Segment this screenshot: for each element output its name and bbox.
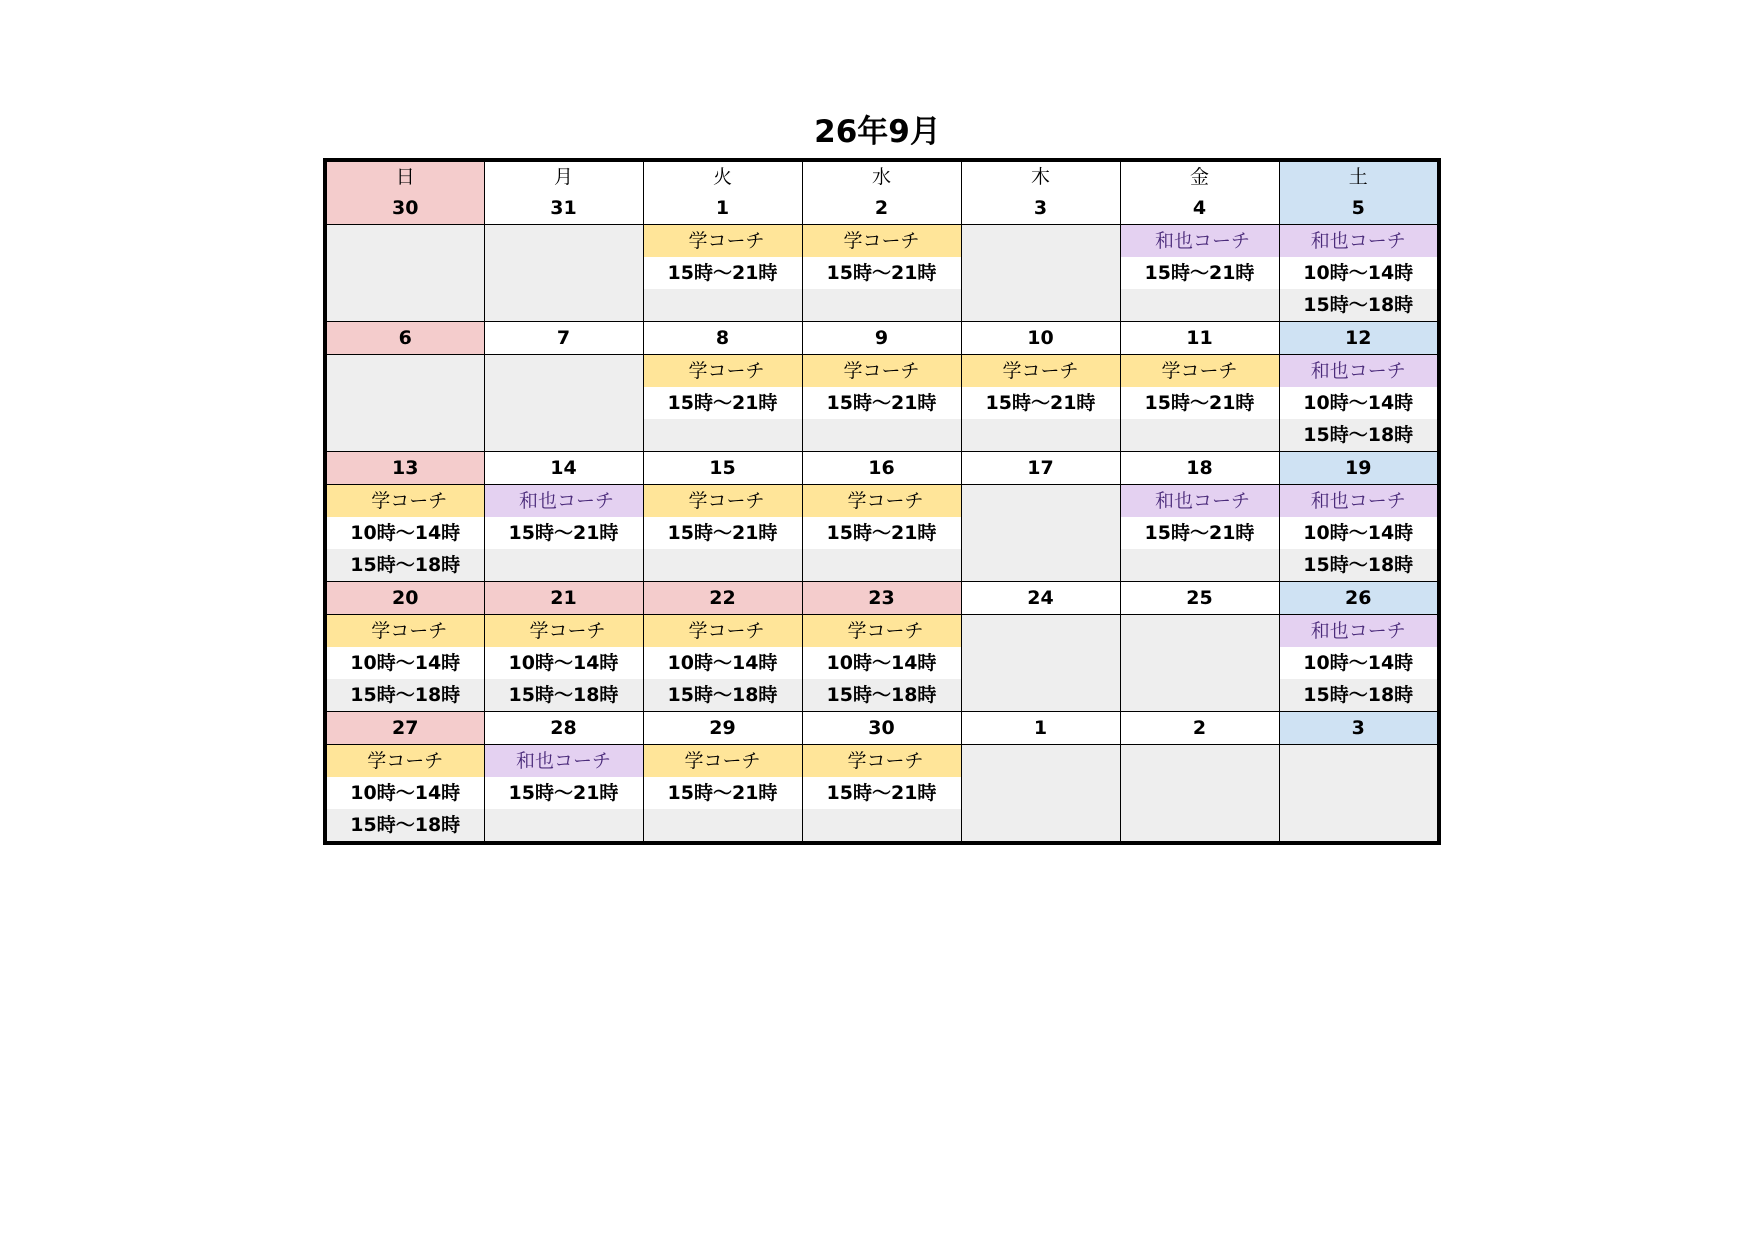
empty-cell: [961, 257, 1120, 289]
empty-cell: [484, 549, 643, 582]
date-cell: 18: [1120, 452, 1279, 485]
date-row: [325, 322, 1439, 355]
date-cell: 30: [325, 192, 484, 225]
empty-cell: [484, 809, 643, 843]
empty-cell: [1279, 777, 1439, 809]
date-cell: 14: [484, 452, 643, 485]
time-slot: 15時～18時: [802, 679, 961, 712]
empty-cell: [484, 355, 643, 388]
date-cell: 23: [802, 582, 961, 615]
weekday-wednesday: 水: [802, 160, 961, 192]
calendar-title: 26年9月: [814, 114, 941, 150]
coach-label: 学コーチ: [1120, 355, 1279, 388]
empty-cell: [484, 419, 643, 452]
schedule-row: [325, 355, 1439, 388]
date-cell: 7: [484, 322, 643, 355]
schedule-row: [325, 419, 1439, 452]
schedule-row: [325, 387, 1439, 419]
empty-cell: [961, 289, 1120, 322]
time-slot: 10時～14時: [1279, 257, 1439, 289]
date-cell: 1: [961, 712, 1120, 745]
date-row: [325, 452, 1439, 485]
empty-cell: [325, 419, 484, 452]
empty-cell: [961, 679, 1120, 712]
time-slot: 15時～18時: [1279, 419, 1439, 452]
empty-cell: [1120, 777, 1279, 809]
time-slot: 15時～18時: [1279, 549, 1439, 582]
coach-label: 学コーチ: [643, 225, 802, 258]
time-slot: 10時～14時: [643, 647, 802, 679]
empty-cell: [325, 225, 484, 258]
empty-cell: [484, 257, 643, 289]
empty-cell: [1120, 679, 1279, 712]
time-slot: 15時～18時: [325, 549, 484, 582]
time-slot: 15時～18時: [484, 679, 643, 712]
schedule-row: [325, 809, 1439, 843]
date-cell: 12: [1279, 322, 1439, 355]
empty-cell: [325, 355, 484, 388]
weekday-sunday: 日: [325, 160, 484, 192]
empty-cell: [961, 549, 1120, 582]
empty-cell: [802, 419, 961, 452]
schedule-row: [325, 745, 1439, 778]
empty-cell: [961, 225, 1120, 258]
time-slot: 15時～21時: [802, 777, 961, 809]
date-cell: 17: [961, 452, 1120, 485]
date-cell: 24: [961, 582, 1120, 615]
empty-cell: [1120, 289, 1279, 322]
date-cell: 27: [325, 712, 484, 745]
coach-label: 学コーチ: [643, 485, 802, 518]
empty-cell: [1120, 809, 1279, 843]
time-slot: 15時～18時: [1279, 679, 1439, 712]
coach-label: 学コーチ: [802, 615, 961, 648]
time-slot: 15時～21時: [802, 387, 961, 419]
coach-label: 和也コーチ: [484, 485, 643, 518]
empty-cell: [643, 809, 802, 843]
date-cell: 8: [643, 322, 802, 355]
date-cell: 29: [643, 712, 802, 745]
time-slot: 15時～21時: [802, 517, 961, 549]
date-cell: 15: [643, 452, 802, 485]
time-slot: 15時～18時: [1279, 289, 1439, 322]
coach-label: 学コーチ: [802, 225, 961, 258]
date-cell: 5: [1279, 192, 1439, 225]
time-slot: 10時～14時: [325, 777, 484, 809]
date-cell: 20: [325, 582, 484, 615]
schedule-row: [325, 485, 1439, 518]
empty-cell: [961, 485, 1120, 518]
empty-cell: [1120, 647, 1279, 679]
weekday-friday: 金: [1120, 160, 1279, 192]
date-cell: 3: [961, 192, 1120, 225]
date-cell: 22: [643, 582, 802, 615]
empty-cell: [1120, 615, 1279, 648]
schedule-row: [325, 615, 1439, 648]
empty-cell: [484, 225, 643, 258]
date-cell: 28: [484, 712, 643, 745]
date-cell: 6: [325, 322, 484, 355]
date-cell: 2: [1120, 712, 1279, 745]
schedule-row: [325, 679, 1439, 712]
empty-cell: [961, 615, 1120, 648]
date-cell: 31: [484, 192, 643, 225]
coach-label: 学コーチ: [802, 485, 961, 518]
empty-cell: [643, 419, 802, 452]
empty-cell: [325, 387, 484, 419]
coach-label: 学コーチ: [325, 615, 484, 648]
weekday-monday: 月: [484, 160, 643, 192]
time-slot: 15時～18時: [643, 679, 802, 712]
empty-cell: [643, 549, 802, 582]
coach-label: 和也コーチ: [1120, 225, 1279, 258]
time-slot: 15時～21時: [484, 777, 643, 809]
empty-cell: [484, 387, 643, 419]
schedule-row: [325, 777, 1439, 809]
weekday-saturday: 土: [1279, 160, 1439, 192]
date-cell: 3: [1279, 712, 1439, 745]
date-cell: 19: [1279, 452, 1439, 485]
time-slot: 10時～14時: [325, 647, 484, 679]
coach-label: 和也コーチ: [1279, 615, 1439, 648]
empty-cell: [1279, 745, 1439, 778]
empty-cell: [802, 809, 961, 843]
schedule-row: [325, 549, 1439, 582]
date-cell: 21: [484, 582, 643, 615]
empty-cell: [802, 289, 961, 322]
time-slot: 10時～14時: [325, 517, 484, 549]
empty-cell: [961, 647, 1120, 679]
empty-cell: [961, 777, 1120, 809]
time-slot: 15時～21時: [643, 777, 802, 809]
coach-label: 学コーチ: [643, 355, 802, 388]
empty-cell: [961, 419, 1120, 452]
time-slot: 15時～21時: [643, 257, 802, 289]
weekday-header-row: [325, 160, 1439, 192]
empty-cell: [643, 289, 802, 322]
empty-cell: [484, 289, 643, 322]
time-slot: 15時～21時: [484, 517, 643, 549]
empty-cell: [325, 257, 484, 289]
empty-cell: [961, 745, 1120, 778]
empty-cell: [961, 809, 1120, 843]
time-slot: 15時～18時: [325, 679, 484, 712]
date-cell: 1: [643, 192, 802, 225]
date-row: [325, 192, 1439, 225]
weekday-tuesday: 火: [643, 160, 802, 192]
time-slot: 10時～14時: [1279, 387, 1439, 419]
coach-label: 学コーチ: [484, 615, 643, 648]
date-cell: 4: [1120, 192, 1279, 225]
time-slot: 15時～21時: [643, 387, 802, 419]
weekday-thursday: 木: [961, 160, 1120, 192]
time-slot: 15時～21時: [643, 517, 802, 549]
coach-label: 学コーチ: [802, 355, 961, 388]
time-slot: 15時～21時: [1120, 257, 1279, 289]
schedule-row: [325, 225, 1439, 258]
date-cell: 9: [802, 322, 961, 355]
coach-label: 和也コーチ: [1120, 485, 1279, 518]
schedule-row: [325, 647, 1439, 679]
coach-label: 学コーチ: [325, 485, 484, 518]
time-slot: 15時～21時: [802, 257, 961, 289]
date-cell: 16: [802, 452, 961, 485]
empty-cell: [1279, 809, 1439, 843]
coach-label: 学コーチ: [961, 355, 1120, 388]
empty-cell: [802, 549, 961, 582]
time-slot: 10時～14時: [484, 647, 643, 679]
time-slot: 10時～14時: [802, 647, 961, 679]
date-cell: 11: [1120, 322, 1279, 355]
coach-label: 和也コーチ: [1279, 485, 1439, 518]
coach-label: 和也コーチ: [484, 745, 643, 778]
time-slot: 15時～21時: [1120, 387, 1279, 419]
time-slot: 15時～21時: [961, 387, 1120, 419]
schedule-row: [325, 257, 1439, 289]
schedule-row: [325, 289, 1439, 322]
empty-cell: [961, 517, 1120, 549]
date-row: [325, 582, 1439, 615]
coach-label: 学コーチ: [643, 745, 802, 778]
time-slot: 15時～18時: [325, 809, 484, 843]
coach-label: 学コーチ: [643, 615, 802, 648]
date-cell: 2: [802, 192, 961, 225]
empty-cell: [1120, 549, 1279, 582]
date-cell: 13: [325, 452, 484, 485]
empty-cell: [1120, 745, 1279, 778]
coach-label: 和也コーチ: [1279, 225, 1439, 258]
date-cell: 10: [961, 322, 1120, 355]
date-cell: 30: [802, 712, 961, 745]
date-cell: 25: [1120, 582, 1279, 615]
time-slot: 10時～14時: [1279, 647, 1439, 679]
coach-label: 学コーチ: [802, 745, 961, 778]
coach-label: 学コーチ: [325, 745, 484, 778]
time-slot: 10時～14時: [1279, 517, 1439, 549]
coach-label: 和也コーチ: [1279, 355, 1439, 388]
empty-cell: [1120, 419, 1279, 452]
time-slot: 15時～21時: [1120, 517, 1279, 549]
schedule-row: [325, 517, 1439, 549]
date-cell: 26: [1279, 582, 1439, 615]
empty-cell: [325, 289, 484, 322]
date-row: [325, 712, 1439, 745]
monthly-calendar: [323, 158, 1441, 845]
